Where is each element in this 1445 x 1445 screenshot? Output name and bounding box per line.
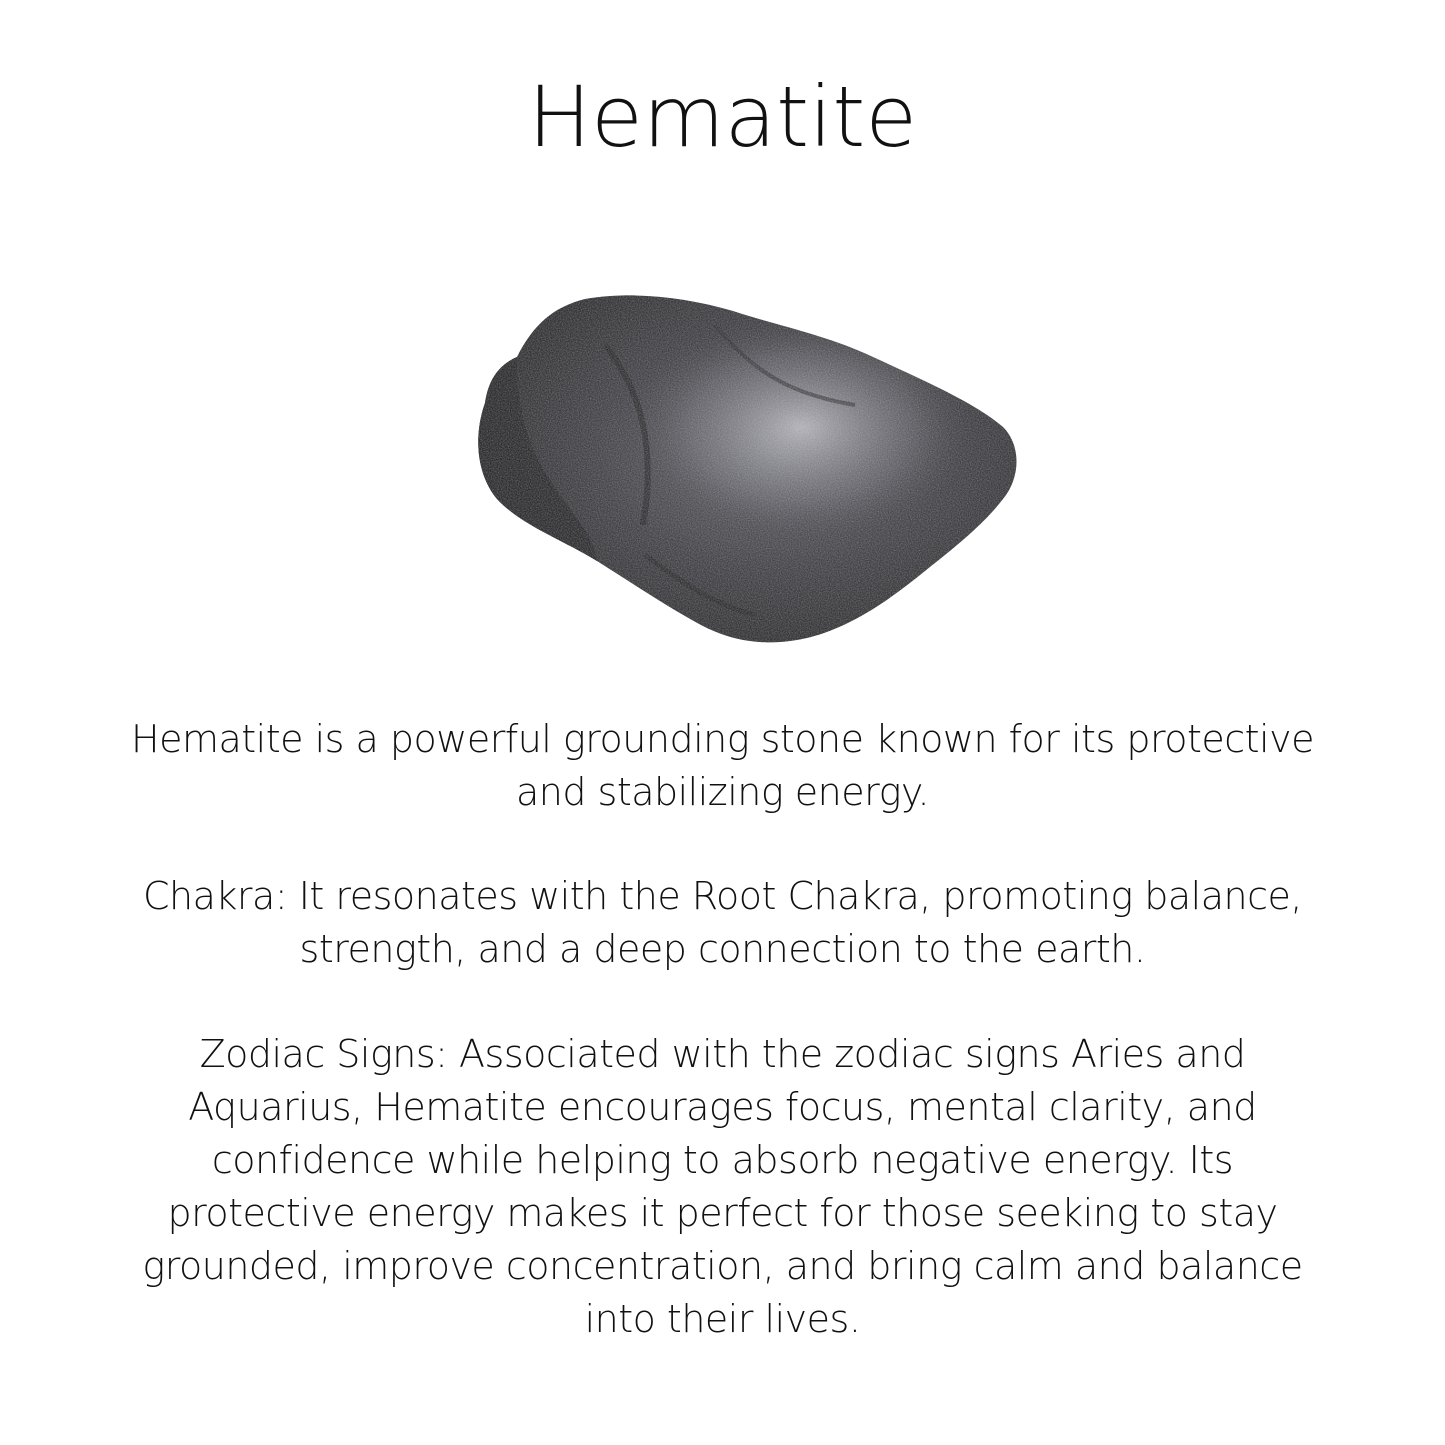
page-title: Hematite	[527, 68, 918, 166]
intro-paragraph: Hematite is a powerful grounding stone known for its protective and stabilizing energy.	[131, 717, 1314, 814]
hematite-stone-icon	[455, 285, 1025, 655]
chakra-paragraph: Chakra: It resonates with the Root Chakra, promoting balance, strength, and a deep connection to the earth.	[143, 874, 1302, 971]
zodiac-paragraph: Zodiac Signs: Associated with the zodiac signs Aries and Aquarius, Hematite encourages focus, mental clarity, and confidence while helping to absorb negative energy. Its protective energy makes it perfect for those seeking to stay grounded, improve concentration, and bring calm and balance into their lives.	[142, 1032, 1303, 1341]
stone-image	[455, 285, 1025, 655]
